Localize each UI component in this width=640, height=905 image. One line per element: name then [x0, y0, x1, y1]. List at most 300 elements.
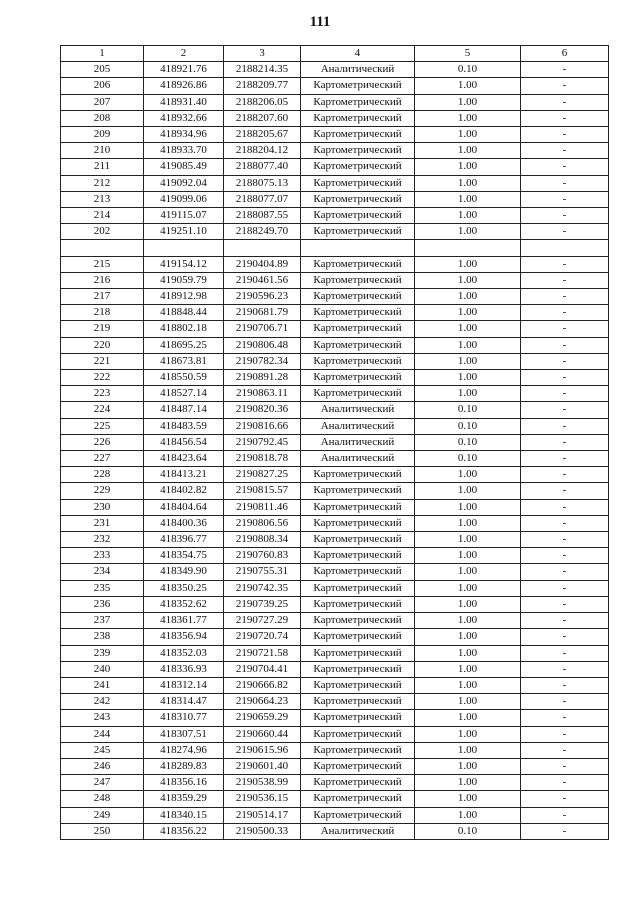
table-row	[61, 677, 609, 693]
accuracy-cell: 1.00	[415, 159, 521, 175]
x-coordinate-cell: 418274.96	[144, 742, 224, 758]
method-cell: Картометрический	[301, 78, 415, 94]
method-cell: Картометрический	[301, 677, 415, 693]
point-number-cell: 235	[61, 580, 144, 596]
point-number-cell: 208	[61, 110, 144, 126]
accuracy-cell: 1.00	[415, 629, 521, 645]
accuracy-cell: 1.00	[415, 742, 521, 758]
note-cell: -	[521, 451, 609, 467]
x-coordinate-cell: 418352.62	[144, 596, 224, 612]
point-number-cell: 250	[61, 823, 144, 839]
note-cell: -	[521, 742, 609, 758]
point-number-cell: 222	[61, 370, 144, 386]
table-row	[61, 515, 609, 531]
y-coordinate-cell: 2190811.46	[224, 499, 301, 515]
note-cell: -	[521, 78, 609, 94]
accuracy-cell: 1.00	[415, 386, 521, 402]
x-coordinate-cell: 418350.25	[144, 580, 224, 596]
accuracy-cell: 1.00	[415, 78, 521, 94]
accuracy-cell: 1.00	[415, 110, 521, 126]
note-cell: -	[521, 758, 609, 774]
table-row	[61, 418, 609, 434]
table-row	[61, 370, 609, 386]
method-cell: Картометрический	[301, 127, 415, 143]
method-cell: Картометрический	[301, 564, 415, 580]
method-cell: Картометрический	[301, 629, 415, 645]
x-coordinate-cell: 419115.07	[144, 208, 224, 224]
note-cell: -	[521, 726, 609, 742]
column-header: 3	[224, 46, 301, 62]
note-cell: -	[521, 532, 609, 548]
point-number-cell: 234	[61, 564, 144, 580]
point-number-cell: 211	[61, 159, 144, 175]
table-row	[61, 386, 609, 402]
method-cell: Картометрический	[301, 224, 415, 240]
accuracy-cell: 1.00	[415, 127, 521, 143]
method-cell	[301, 240, 415, 256]
y-coordinate-cell: 2190659.29	[224, 710, 301, 726]
accuracy-cell: 0.10	[415, 434, 521, 450]
method-cell: Картометрический	[301, 710, 415, 726]
note-cell: -	[521, 629, 609, 645]
x-coordinate-cell: 419085.49	[144, 159, 224, 175]
x-coordinate-cell: 419092.04	[144, 175, 224, 191]
method-cell: Аналитический	[301, 434, 415, 450]
table-row	[61, 208, 609, 224]
note-cell: -	[521, 289, 609, 305]
page-number: 111	[309, 14, 331, 30]
method-cell: Картометрический	[301, 337, 415, 353]
accuracy-cell: 1.00	[415, 564, 521, 580]
method-cell: Аналитический	[301, 402, 415, 418]
x-coordinate-cell: 418933.70	[144, 143, 224, 159]
point-number-cell: 244	[61, 726, 144, 742]
x-coordinate-cell: 418802.18	[144, 321, 224, 337]
table-row	[61, 175, 609, 191]
point-number-cell: 229	[61, 483, 144, 499]
accuracy-cell: 1.00	[415, 791, 521, 807]
method-cell: Картометрический	[301, 191, 415, 207]
note-cell: -	[521, 645, 609, 661]
x-coordinate-cell: 418396.77	[144, 532, 224, 548]
point-number-cell: 215	[61, 256, 144, 272]
x-coordinate-cell: 418361.77	[144, 613, 224, 629]
accuracy-cell: 0.10	[415, 823, 521, 839]
accuracy-cell: 1.00	[415, 758, 521, 774]
y-coordinate-cell: 2190827.25	[224, 467, 301, 483]
accuracy-cell: 1.00	[415, 726, 521, 742]
point-number-cell: 241	[61, 677, 144, 693]
x-coordinate-cell: 418932.66	[144, 110, 224, 126]
method-cell: Картометрический	[301, 483, 415, 499]
column-header: 2	[144, 46, 224, 62]
table-row	[61, 694, 609, 710]
x-coordinate-cell: 418934.96	[144, 127, 224, 143]
y-coordinate-cell: 2190816.66	[224, 418, 301, 434]
note-cell: -	[521, 499, 609, 515]
note-cell: -	[521, 596, 609, 612]
method-cell: Картометрический	[301, 645, 415, 661]
note-cell: -	[521, 191, 609, 207]
x-coordinate-cell: 418356.94	[144, 629, 224, 645]
note-cell: -	[521, 337, 609, 353]
method-cell: Картометрический	[301, 694, 415, 710]
y-coordinate-cell: 2188209.77	[224, 78, 301, 94]
x-coordinate-cell: 418359.29	[144, 791, 224, 807]
table-row	[61, 596, 609, 612]
accuracy-cell: 1.00	[415, 677, 521, 693]
method-cell: Картометрический	[301, 159, 415, 175]
x-coordinate-cell: 418912.98	[144, 289, 224, 305]
accuracy-cell: 1.00	[415, 613, 521, 629]
note-cell: -	[521, 467, 609, 483]
point-number-cell: 232	[61, 532, 144, 548]
point-number-cell: 245	[61, 742, 144, 758]
x-coordinate-cell: 418307.51	[144, 726, 224, 742]
method-cell: Картометрический	[301, 548, 415, 564]
table-row	[61, 499, 609, 515]
point-number-cell: 227	[61, 451, 144, 467]
y-coordinate-cell: 2190891.28	[224, 370, 301, 386]
point-number-cell: 214	[61, 208, 144, 224]
point-number-cell: 226	[61, 434, 144, 450]
point-number-cell: 220	[61, 337, 144, 353]
note-cell: -	[521, 402, 609, 418]
method-cell: Картометрический	[301, 499, 415, 515]
point-number-cell: 236	[61, 596, 144, 612]
point-number-cell: 213	[61, 191, 144, 207]
y-coordinate-cell: 2190666.82	[224, 677, 301, 693]
table-row	[61, 742, 609, 758]
table-row	[61, 823, 609, 839]
y-coordinate-cell: 2190664.23	[224, 694, 301, 710]
x-coordinate-cell: 418456.54	[144, 434, 224, 450]
table-body	[61, 62, 609, 840]
table-row	[61, 532, 609, 548]
x-coordinate-cell: 418354.75	[144, 548, 224, 564]
y-coordinate-cell: 2188205.67	[224, 127, 301, 143]
point-number-cell: 249	[61, 807, 144, 823]
accuracy-cell: 1.00	[415, 353, 521, 369]
method-cell: Картометрический	[301, 272, 415, 288]
method-cell: Аналитический	[301, 451, 415, 467]
table-row	[61, 127, 609, 143]
note-cell: -	[521, 548, 609, 564]
table-row	[61, 710, 609, 726]
x-coordinate-cell: 418487.14	[144, 402, 224, 418]
note-cell: -	[521, 677, 609, 693]
accuracy-cell: 1.00	[415, 515, 521, 531]
note-cell: -	[521, 661, 609, 677]
accuracy-cell: 1.00	[415, 289, 521, 305]
note-cell: -	[521, 483, 609, 499]
method-cell: Аналитический	[301, 418, 415, 434]
point-number-cell: 233	[61, 548, 144, 564]
x-coordinate-cell: 418413.21	[144, 467, 224, 483]
y-coordinate-cell: 2190461.56	[224, 272, 301, 288]
point-number-cell: 239	[61, 645, 144, 661]
column-header: 4	[301, 46, 415, 62]
method-cell: Картометрический	[301, 758, 415, 774]
y-coordinate-cell: 2190601.40	[224, 758, 301, 774]
accuracy-cell: 1.00	[415, 370, 521, 386]
point-number-cell: 210	[61, 143, 144, 159]
y-coordinate-cell: 2190742.35	[224, 580, 301, 596]
table-row	[61, 483, 609, 499]
x-coordinate-cell: 418312.14	[144, 677, 224, 693]
x-coordinate-cell: 418310.77	[144, 710, 224, 726]
table-row	[61, 451, 609, 467]
y-coordinate-cell: 2188077.40	[224, 159, 301, 175]
y-coordinate-cell: 2190660.44	[224, 726, 301, 742]
y-coordinate-cell: 2190536.15	[224, 791, 301, 807]
y-coordinate-cell: 2190863.11	[224, 386, 301, 402]
x-coordinate-cell: 418400.36	[144, 515, 224, 531]
method-cell: Картометрический	[301, 661, 415, 677]
note-cell: -	[521, 694, 609, 710]
note-cell: -	[521, 386, 609, 402]
accuracy-cell: 1.00	[415, 224, 521, 240]
coordinates-table	[60, 45, 609, 840]
table-row	[61, 564, 609, 580]
note-cell	[521, 240, 609, 256]
note-cell: -	[521, 564, 609, 580]
x-coordinate-cell: 418404.64	[144, 499, 224, 515]
point-number-cell: 207	[61, 94, 144, 110]
y-coordinate-cell	[224, 240, 301, 256]
note-cell: -	[521, 256, 609, 272]
accuracy-cell: 1.00	[415, 305, 521, 321]
point-number-cell: 238	[61, 629, 144, 645]
table-row	[61, 661, 609, 677]
x-coordinate-cell: 419099.06	[144, 191, 224, 207]
accuracy-cell: 1.00	[415, 532, 521, 548]
accuracy-cell: 1.00	[415, 272, 521, 288]
note-cell: -	[521, 515, 609, 531]
x-coordinate-cell	[144, 240, 224, 256]
table-row	[61, 191, 609, 207]
y-coordinate-cell: 2190720.74	[224, 629, 301, 645]
y-coordinate-cell: 2188249.70	[224, 224, 301, 240]
y-coordinate-cell: 2190818.78	[224, 451, 301, 467]
table-row	[61, 807, 609, 823]
point-number-cell: 248	[61, 791, 144, 807]
point-number-cell: 206	[61, 78, 144, 94]
x-coordinate-cell: 418673.81	[144, 353, 224, 369]
point-number-cell: 230	[61, 499, 144, 515]
x-coordinate-cell: 418848.44	[144, 305, 224, 321]
accuracy-cell: 1.00	[415, 467, 521, 483]
method-cell: Картометрический	[301, 532, 415, 548]
accuracy-cell: 1.00	[415, 645, 521, 661]
accuracy-cell: 1.00	[415, 499, 521, 515]
method-cell: Картометрический	[301, 775, 415, 791]
y-coordinate-cell: 2190721.58	[224, 645, 301, 661]
accuracy-cell: 1.00	[415, 175, 521, 191]
table-row	[61, 613, 609, 629]
note-cell: -	[521, 110, 609, 126]
table-row	[61, 224, 609, 240]
point-number-cell: 217	[61, 289, 144, 305]
table-row	[61, 62, 609, 78]
y-coordinate-cell: 2190615.96	[224, 742, 301, 758]
y-coordinate-cell: 2190704.41	[224, 661, 301, 677]
accuracy-cell: 1.00	[415, 580, 521, 596]
table-row	[61, 353, 609, 369]
method-cell: Аналитический	[301, 823, 415, 839]
note-cell: -	[521, 418, 609, 434]
y-coordinate-cell: 2190792.45	[224, 434, 301, 450]
column-header: 6	[521, 46, 609, 62]
note-cell: -	[521, 159, 609, 175]
method-cell: Картометрический	[301, 613, 415, 629]
method-cell: Картометрический	[301, 305, 415, 321]
accuracy-cell: 1.00	[415, 596, 521, 612]
point-number-cell: 247	[61, 775, 144, 791]
y-coordinate-cell: 2190806.56	[224, 515, 301, 531]
method-cell: Картометрический	[301, 515, 415, 531]
point-number-cell: 216	[61, 272, 144, 288]
accuracy-cell: 1.00	[415, 256, 521, 272]
x-coordinate-cell: 419059.79	[144, 272, 224, 288]
point-number-cell: 202	[61, 224, 144, 240]
table-row	[61, 467, 609, 483]
table-row	[61, 110, 609, 126]
accuracy-cell: 1.00	[415, 321, 521, 337]
point-number-cell: 242	[61, 694, 144, 710]
note-cell: -	[521, 370, 609, 386]
y-coordinate-cell: 2190755.31	[224, 564, 301, 580]
y-coordinate-cell: 2190782.34	[224, 353, 301, 369]
x-coordinate-cell: 418340.15	[144, 807, 224, 823]
table-row	[61, 791, 609, 807]
x-coordinate-cell: 418349.90	[144, 564, 224, 580]
point-number-cell: 225	[61, 418, 144, 434]
note-cell: -	[521, 434, 609, 450]
point-number-cell: 219	[61, 321, 144, 337]
point-number-cell: 246	[61, 758, 144, 774]
y-coordinate-cell: 2190500.33	[224, 823, 301, 839]
y-coordinate-cell: 2190739.25	[224, 596, 301, 612]
table-row	[61, 337, 609, 353]
y-coordinate-cell: 2190727.29	[224, 613, 301, 629]
y-coordinate-cell: 2188214.35	[224, 62, 301, 78]
y-coordinate-cell: 2190538.99	[224, 775, 301, 791]
table-row	[61, 434, 609, 450]
table-row	[61, 402, 609, 418]
table-row	[61, 726, 609, 742]
point-number-cell: 223	[61, 386, 144, 402]
method-cell: Картометрический	[301, 467, 415, 483]
point-number-cell: 231	[61, 515, 144, 531]
table-row	[61, 305, 609, 321]
point-number-cell: 218	[61, 305, 144, 321]
note-cell: -	[521, 353, 609, 369]
note-cell: -	[521, 580, 609, 596]
y-coordinate-cell: 2190806.48	[224, 337, 301, 353]
accuracy-cell: 0.10	[415, 418, 521, 434]
accuracy-cell: 1.00	[415, 143, 521, 159]
method-cell: Картометрический	[301, 742, 415, 758]
x-coordinate-cell: 418289.83	[144, 758, 224, 774]
table-row	[61, 159, 609, 175]
y-coordinate-cell: 2190760.83	[224, 548, 301, 564]
table-row	[61, 775, 609, 791]
point-number-cell: 243	[61, 710, 144, 726]
point-number-cell: 205	[61, 62, 144, 78]
method-cell: Картометрический	[301, 726, 415, 742]
accuracy-cell: 0.10	[415, 451, 521, 467]
x-coordinate-cell: 419154.12	[144, 256, 224, 272]
note-cell: -	[521, 823, 609, 839]
method-cell: Картометрический	[301, 289, 415, 305]
y-coordinate-cell: 2190681.79	[224, 305, 301, 321]
y-coordinate-cell: 2188077.07	[224, 191, 301, 207]
note-cell: -	[521, 62, 609, 78]
method-cell: Картометрический	[301, 321, 415, 337]
method-cell: Картометрический	[301, 386, 415, 402]
table-row	[61, 758, 609, 774]
table-row	[61, 256, 609, 272]
y-coordinate-cell: 2190514.17	[224, 807, 301, 823]
y-coordinate-cell: 2190706.71	[224, 321, 301, 337]
point-number-cell: 228	[61, 467, 144, 483]
note-cell: -	[521, 613, 609, 629]
note-cell: -	[521, 710, 609, 726]
x-coordinate-cell: 418402.82	[144, 483, 224, 499]
accuracy-cell: 0.10	[415, 402, 521, 418]
method-cell: Картометрический	[301, 256, 415, 272]
accuracy-cell	[415, 240, 521, 256]
accuracy-cell: 1.00	[415, 191, 521, 207]
note-cell: -	[521, 775, 609, 791]
note-cell: -	[521, 272, 609, 288]
accuracy-cell: 1.00	[415, 710, 521, 726]
x-coordinate-cell: 418352.03	[144, 645, 224, 661]
y-coordinate-cell: 2188087.55	[224, 208, 301, 224]
note-cell: -	[521, 208, 609, 224]
point-number-cell: 221	[61, 353, 144, 369]
x-coordinate-cell: 418336.93	[144, 661, 224, 677]
point-number-cell: 209	[61, 127, 144, 143]
x-coordinate-cell: 418314.47	[144, 694, 224, 710]
accuracy-cell: 1.00	[415, 775, 521, 791]
method-cell: Картометрический	[301, 175, 415, 191]
table-row	[61, 272, 609, 288]
accuracy-cell: 1.00	[415, 694, 521, 710]
y-coordinate-cell: 2190820.36	[224, 402, 301, 418]
method-cell: Картометрический	[301, 807, 415, 823]
table-row	[61, 321, 609, 337]
method-cell: Картометрический	[301, 580, 415, 596]
y-coordinate-cell: 2188204.12	[224, 143, 301, 159]
table-header-row	[61, 46, 609, 62]
x-coordinate-cell: 418921.76	[144, 62, 224, 78]
table-row	[61, 289, 609, 305]
accuracy-cell: 1.00	[415, 661, 521, 677]
y-coordinate-cell: 2190808.34	[224, 532, 301, 548]
note-cell: -	[521, 807, 609, 823]
accuracy-cell: 1.00	[415, 548, 521, 564]
x-coordinate-cell: 418550.59	[144, 370, 224, 386]
accuracy-cell: 1.00	[415, 337, 521, 353]
table-row	[61, 580, 609, 596]
method-cell: Картометрический	[301, 791, 415, 807]
point-number-cell: 237	[61, 613, 144, 629]
y-coordinate-cell: 2190815.57	[224, 483, 301, 499]
method-cell: Картометрический	[301, 353, 415, 369]
accuracy-cell: 1.00	[415, 807, 521, 823]
